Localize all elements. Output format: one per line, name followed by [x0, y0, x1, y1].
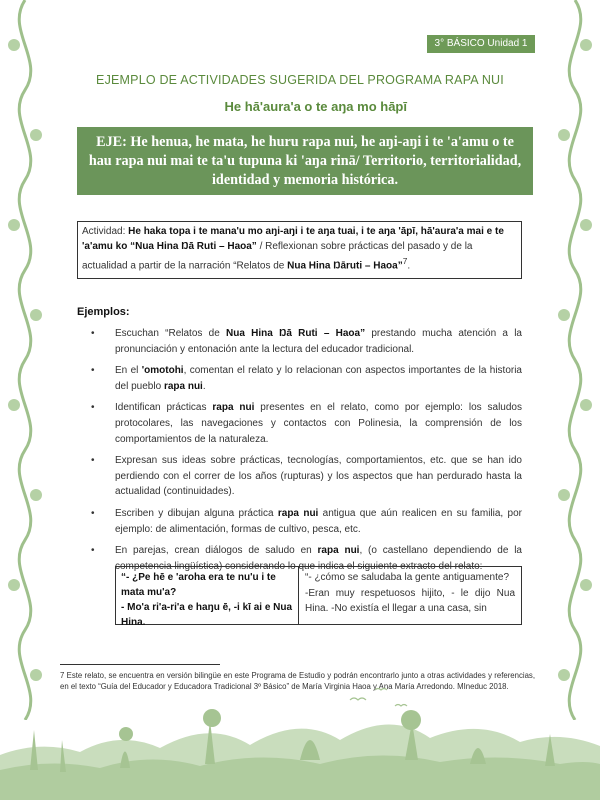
dialog-rapanui-cell: [116, 567, 299, 628]
list-item-text: antigua que aún realicen en su familia, por ejemplo: de alimentación, formas de cultivo, pesca, etc.: [115, 507, 522, 535]
list-item-text: En parejas, crean diálogos de saludo en: [115, 545, 318, 557]
bullet-icon: •: [91, 545, 95, 557]
footnote-ref: 7: [402, 256, 408, 266]
right-decorative-border: [550, 0, 600, 720]
program-title: EJEMPLO DE ACTIVIDADES SUGERIDA DEL PROGRAMA RAPA NUI: [96, 73, 504, 87]
activity-subtitle: [60, 99, 545, 114]
list-item: [77, 363, 522, 394]
list-item-text: .: [202, 380, 206, 392]
activity-spanish-text: / Reflexionan sobre prácticas del pasado y de la actualidad a partir de la narración “Relatos de: [82, 240, 473, 272]
list-item-text: En el: [115, 365, 142, 377]
list-item: [77, 506, 522, 537]
activity-story-name: Nua Hina Ŋāruti – Haoa”: [287, 260, 403, 272]
list-item: [77, 453, 522, 500]
bullet-icon: •: [91, 365, 95, 377]
grade-unit-badge: 3° BÁSICO Unidad 1: [427, 35, 535, 53]
list-item-text: Identifican prácticas: [115, 402, 213, 414]
activity-subtitle-text: He hā'aura'a o te aŋa mo hāpī: [224, 99, 407, 114]
activity-end: .: [407, 260, 411, 272]
bullet-icon: •: [91, 507, 95, 519]
list-item-text: prestando mucha atención a la pronunciación y entonación ante la lectura del educador tradicional.: [115, 328, 522, 355]
bullet-icon: •: [91, 402, 95, 414]
list-item-bold: rapa nui: [212, 402, 255, 414]
dialog-spanish-line: “- ¿cómo se saludaba la gente antiguamente?: [305, 572, 510, 583]
landscape-illustration: [0, 660, 600, 800]
list-item-text: , comentan el relato y lo relacionan con aspectos importantes de la historia del pueblo: [115, 365, 522, 392]
list-item-bold: 'omotohi: [141, 365, 184, 377]
list-item-bold: rapa nui: [163, 380, 203, 392]
list-item-text: , (o castellano dependiendo de la competencia lingüística) considerando lo que indica el siguiente extracto del relato:: [115, 545, 522, 572]
dialog-spanish-line: -Eran muy respetuosos hijito, - le dijo Nua Hina. -No existía el llegar a una casa, sin: [305, 587, 515, 614]
bullet-icon: •: [91, 328, 95, 339]
eje-banner: EJE: He henua, he mata, he huru rapa nui, he aŋi-aŋi i te 'a'amu o te hau rapa nui mai te ta'u tupuna ki 'aŋa rinā/ Territorio, territorialidad, identidad y memoria histórica.: [77, 127, 533, 195]
list-item-bold: rapa nui: [277, 507, 319, 519]
dialog-table: [115, 566, 522, 628]
bullet-icon: •: [91, 455, 95, 467]
list-item: [77, 326, 522, 357]
dialog-rapanui-line: - Mo'a ri'a-ri'a e haŋu ē, -i kī ai e Nua Hina.: [121, 602, 293, 628]
activity-rapanui-text: He haka topa i te mana'u mo aŋi-aŋi i te aŋa tuai, i te aŋa 'āpī, hā'aura'a mai e te 'a'amu ko “Nua Hina Ŋā Ruti – Haoa”: [82, 226, 504, 252]
list-item-bold: Nua Hina Ŋā Ruti – Haoa”: [226, 328, 366, 339]
examples-list: [77, 326, 522, 580]
list-item-bold: rapa nui: [317, 545, 360, 557]
dialog-rapanui-line: “- ¿Pe hē e 'aroha era te nu'u i te mata mu'a?: [121, 572, 276, 598]
activity-label: Actividad:: [82, 226, 129, 237]
activity-box: [77, 221, 522, 279]
list-item: [77, 400, 522, 447]
dialog-spanish-cell: [299, 567, 521, 624]
list-item-text: Expresan sus ideas sobre prácticas, tecnologías, comportamientos, etc. que se han ido perdiendo con el correr de los años (rupturas) y los aspectos que han perdurado hasta la actualidad (continuidades).: [115, 455, 522, 498]
list-item-text: Escriben y dibujan alguna práctica: [115, 507, 278, 519]
list-item-text: presentes en el relato, como por ejemplo: los saludos protocolares, las navegaciones y contactos con Polinesia, la comprensión de los comportamientos de la naturaleza.: [115, 402, 522, 445]
footnote: 7 Este relato, se encuentra en versión bilingüe en este Programa de Estudio y podrán encontrarlo junto a otras actividades y referencias, en el texto “Guía del Educador y Educadora Tradicional 3º Básico” de María Virginia Haoa y Ana María Arredondo. MIneduc 2018.: [60, 671, 535, 691]
examples-heading: Ejemplos:: [77, 306, 130, 318]
left-decorative-border: [0, 0, 50, 720]
list-item-text: Escuchan “Relatos de: [115, 328, 227, 339]
